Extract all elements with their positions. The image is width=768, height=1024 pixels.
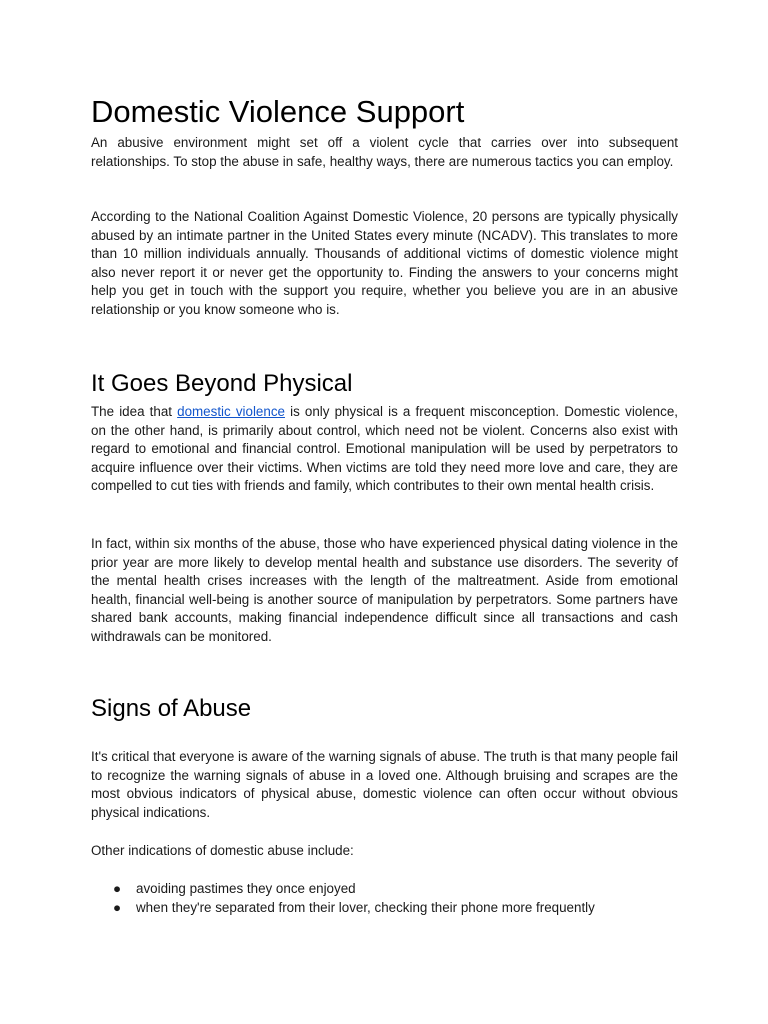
abuse-indications-list [91, 879, 678, 917]
intro-paragraph-2: According to the National Coalition Against Domestic Violence, 20 persons are typically physically abused by an intimate partner in the United States every minute (NCADV). This translates to more than 10 million individuals annually. Thousands of additional victims of domestic violence might also never report it or never get the opportunity to. Finding the answers to your concerns might help you get in touch with the support you require, whether you believe you are in an abusive relationship or you know someone who is. [91, 209, 678, 317]
list-item-text: when they're separated from their lover, checking their phone more frequently [136, 900, 595, 915]
section-heading-signs-of-abuse: Signs of Abuse [91, 695, 252, 722]
section-heading-beyond-physical: It Goes Beyond Physical [91, 370, 353, 397]
signs-paragraph-2: Other indications of domestic abuse include: [91, 843, 354, 858]
paragraph-text: The idea that [91, 404, 178, 419]
page-title: Domestic Violence Support [91, 94, 465, 129]
list-item [91, 879, 678, 898]
beyond-physical-paragraph-1 [91, 403, 678, 496]
list-item [91, 898, 678, 917]
domestic-violence-link[interactable]: domestic violence [177, 404, 285, 419]
signs-paragraph-1: It's critical that everyone is aware of the warning signals of abuse. The truth is that many people fail to recognize the warning signals of abuse in a loved one. Although bruising and scrapes are the most obvious indicators of physical abuse, domestic violence can often occur without obvious physical indications. [91, 749, 678, 820]
bullet-icon: ● [113, 900, 122, 915]
intro-paragraph-1: An abusive environment might set off a violent cycle that carries over into subsequent relationships. To stop the abuse in safe, healthy ways, there are numerous tactics you can employ. [91, 135, 678, 169]
bullet-icon: ● [113, 881, 122, 896]
list-item-text: avoiding pastimes they once enjoyed [136, 881, 356, 896]
beyond-physical-paragraph-2: In fact, within six months of the abuse, those who have experienced physical dating violence in the prior year are more likely to develop mental health and substance use disorders. The severity of the mental health crises increases with the length of the maltreatment. Aside from emotional health, financial well-being is another source of manipulation by perpetrators. Some partners have shared bank accounts, making financial independence difficult since all transactions and cash withdrawals can be monitored. [91, 536, 678, 644]
paragraph-text: is only physical is a frequent misconception. Domestic violence, on the other hand, is primarily about control, which need not be violent. Concerns also exist with regard to emotional and financial control. Emotional manipulation will be used by perpetrators to acquire influence over their victims. When victims are told they need more love and care, they are compelled to cut ties with friends and family, which contributes to their own mental health crisis. [91, 404, 678, 494]
